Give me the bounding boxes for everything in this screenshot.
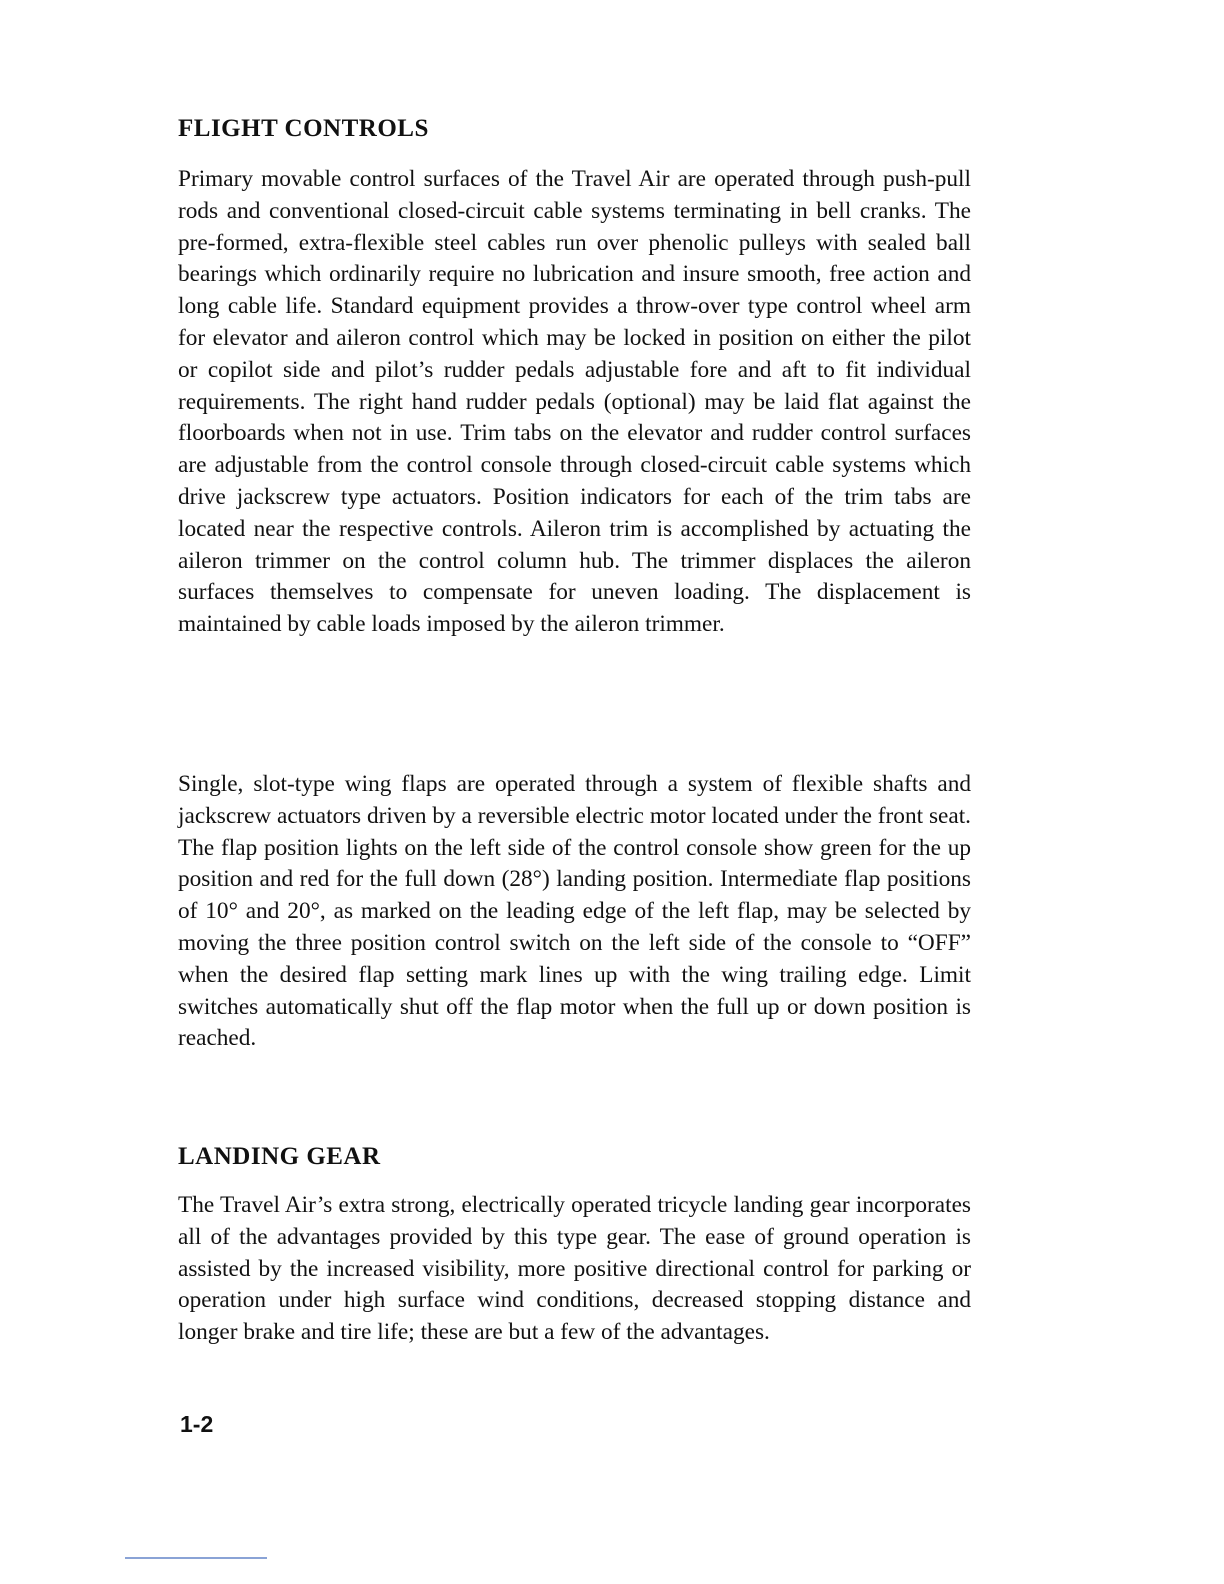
section-heading-flight-controls: FLIGHT CONTROLS [178, 115, 429, 142]
page-number: 1-2 [180, 1411, 214, 1437]
paragraph-landing-gear-1: The Travel Air’s extra strong, electrically operated tricycle landing gear incorporates all of the advantages provided by this type gear. The ease of ground operation is assisted by the increased visibility, more positive directional control for parking or operation under high surface wind conditions, decreased stopping distance and longer brake and tire life; these are but a few of the advantages. [178, 1192, 971, 1346]
paragraph-flight-controls-2: Single, slot-type wing flaps are operated through a system of flexible shafts and jackscrew actuators driven by a reversible electric motor located under the front seat. The flap position lights on the left side of the control console show green for the up position and red for the full down (28°) landing position. Intermediate flap positions of 10° and 20°, as marked on the leading edge of the left flap, may be selected by moving the three position control switch on the left side of the console to “OFF” when the desired flap setting mark lines up with the wing trailing edge. Limit switches automatically shut off the flap motor when the full up or down position is reached. [178, 771, 971, 1052]
bottom-divider [125, 1557, 267, 1559]
paragraph-flight-controls-1: Primary movable control surfaces of the Travel Air are operated through push-pull rods and conventional closed-circuit cable systems terminating in bell cranks. The pre-formed, extra-flexible steel cables run over phenolic pulleys with sealed ball bearings which ordinarily require no lubrication and insure smooth, free action and long cable life. Standard equipment provides a throw-over type control wheel arm for elevator and aileron control which may be locked in position on either the pilot or copilot side and pilot’s rudder pedals adjustable fore and aft to fit individual requirements. The right hand rudder pedals (optional) may be laid flat against the floorboards when not in use. Trim tabs on the elevator and rudder control surfaces are adjustable from the control console through closed-circuit cable systems which drive jackscrew type actuators. Position indicators for each of the trim tabs are located near the respective controls. Aileron trim is accomplished by actuating the aileron trimmer on the control column hub. The trimmer displaces the aileron surfaces themselves to compensate for uneven loading. The displacement is maintained by cable loads imposed by the aileron trimmer. [178, 166, 971, 638]
section-heading-landing-gear: LANDING GEAR [178, 1143, 381, 1170]
